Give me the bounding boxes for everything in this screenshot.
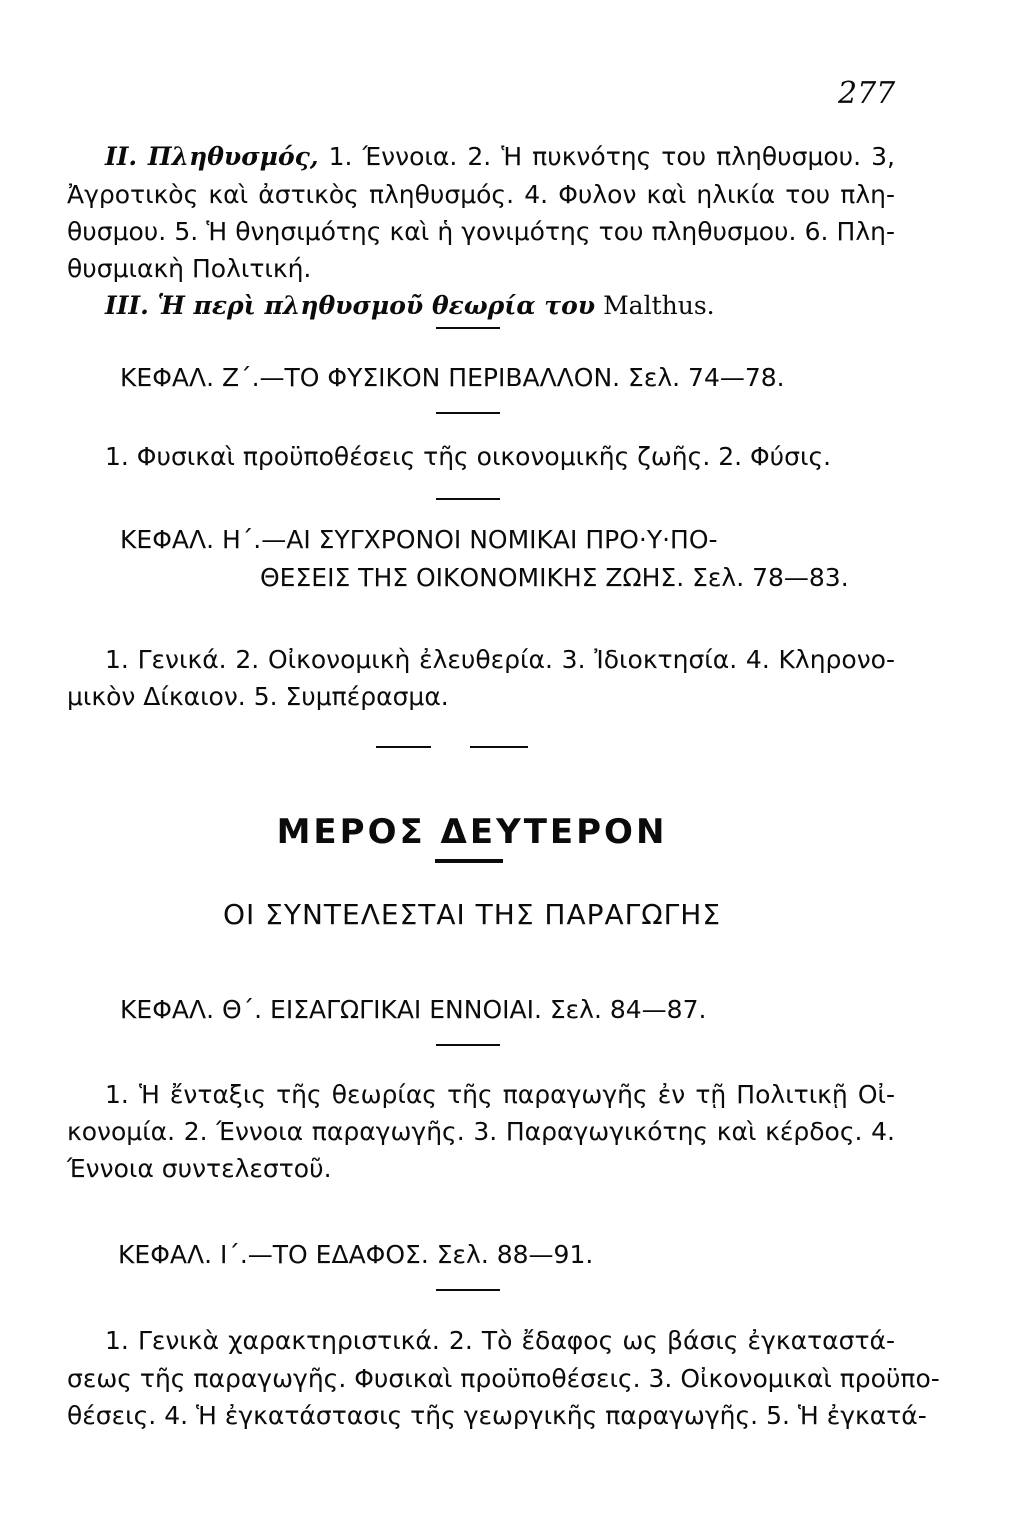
chapter-10-heading: ΚΕΦΑΛ. Ι΄.—ΤΟ ΕΔΑΦΟΣ. Σελ. 88—91. [118,1240,594,1269]
chapter-7-body: 1. Φυσικαὶ προϋποθέσεις τῆς οικονομικῆς ζωῆς. 2. Φύσις. [105,442,832,471]
divider-rule [436,498,500,500]
page-number: 277 [838,76,896,111]
divider-rule [376,746,431,748]
divider-rule [436,327,500,329]
part-title: ΜΕΡΟΣ ΔΕΥΤΕΡΟΝ [276,812,668,852]
divider-rule [436,1044,500,1046]
chapter-10-body-line-1: 1. Γενικὰ χαρακτηριστικά. 2. Τὸ ἔδαφος ως βάσις ἐγκαταστά- [105,1326,895,1355]
section-ii-label: II. Πληθυσμός, [105,142,319,171]
section-iii-label: III. Ἡ περὶ πληθυσμοῦ θεωρία του [105,291,596,320]
chapter-8-body-line-2: μικὸν Δίκαιον. 5. Συμπέρασμα. [67,682,449,711]
chapter-9-body-line-2: κονομία. 2. Έννοια παραγωγῆς. 3. Παραγωγικότης καὶ κέρδος. 4. [67,1117,895,1146]
chapter-8-heading-line-2: ΘΕΣΕΙΣ ΤΗΣ ΟΙΚΟΝΟΜΙΚΗΣ ΖΩΗΣ. Σελ. 78—83. [260,563,849,592]
text-line-5 [105,291,715,321]
divider-rule [470,746,528,748]
chapter-8-heading-line-1: ΚΕΦΑΛ. Η΄.—ΑΙ ΣΥΓΧΡΟΝΟΙ ΝΟΜΙΚΑΙ ΠΡΟ·Υ·ΠΟ- [120,525,718,554]
chapter-8-body-line-1: 1. Γενικά. 2. Οἰκονομικὴ ἐλευθερία. 3. Ἰδιοκτησία. 4. Κληρονο- [105,645,895,674]
chapter-9-body-line-3: Έννοια συντελεστοῦ. [67,1154,332,1183]
part-subtitle: ΟΙ ΣΥΝΤΕΛΕΣΤΑΙ ΤΗΣ ΠΑΡΑΓΩΓΗΣ [222,898,722,931]
chapter-9-heading: ΚΕΦΑΛ. Θ΄. ΕΙΣΑΓΩΓΙΚΑΙ ΕΝΝΟΙΑΙ. Σελ. 84—87. [120,995,707,1024]
divider-rule [436,412,500,414]
text-line-4: θυσμιακὴ Πολιτική. [67,254,312,283]
text-line-1 [105,142,895,172]
chapter-9-body-line-1: 1. Ἡ ἔνταξις τῆς θεωρίας τῆς παραγωγῆς ἐν τῇ Πολιτικῇ Οἰ- [105,1080,895,1109]
text-line-3: θυσμου. 5. Ἡ θνησιμότης καὶ ἡ γονιμότης του πληθυσμου. 6. Πλη- [67,217,895,246]
part-title-underline [435,859,503,863]
divider-rule [436,1289,500,1291]
chapter-7-heading: ΚΕΦΑΛ. Ζ΄.—ΤΟ ΦΥΣΙΚΟΝ ΠΕΡΙΒΑΛΛΟΝ. Σελ. 74—78. [120,363,785,392]
malthus-name: Malthus. [595,291,715,320]
chapter-10-body-line-3: θέσεις. 4. Ἡ ἐγκατάστασις τῆς γεωργικῆς παραγωγῆς. 5. Ἡ ἐγκατά- [67,1401,927,1430]
chapter-10-body-line-2: σεως τῆς παραγωγῆς. Φυσικαὶ προϋποθέσεις. 3. Οἰκονομικαὶ προϋπο- [67,1364,940,1393]
section-ii-text: 1. Έννοια. 2. Ἡ πυκνότης του πληθυσμου. 3, [318,142,895,171]
text-line-2: Ἀγροτικὸς καὶ ἀστικὸς πληθυσμός. 4. Φυλον καὶ ηλικία του πλη- [67,180,895,209]
